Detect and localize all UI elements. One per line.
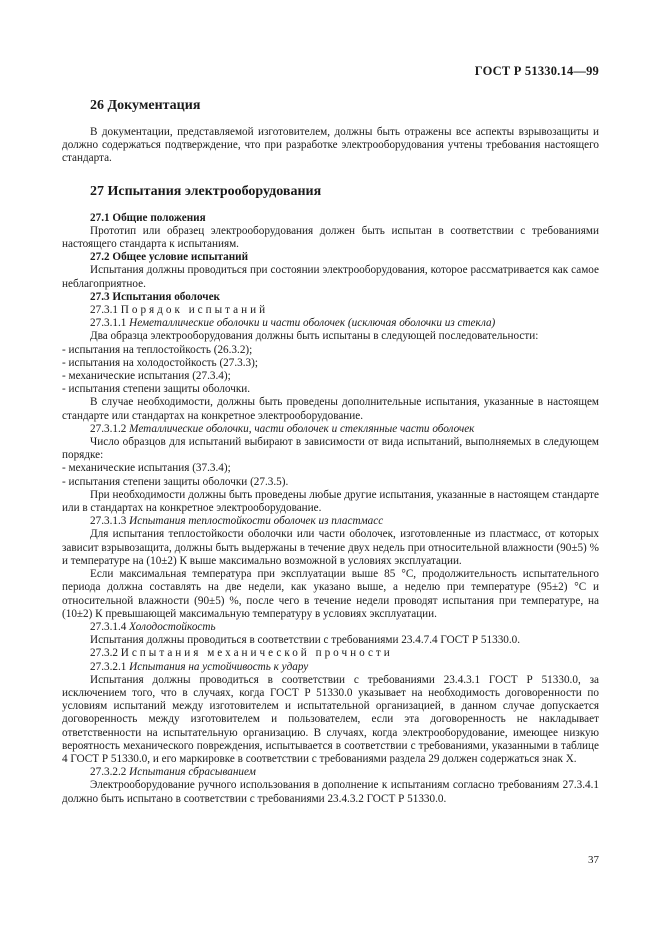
clause-number: 27.3.1.1 [90,317,127,330]
clause-27-3-2-2-text: Электрооборудование ручного использования в дополнение к испытаниям согласно требованиям 27.3.4.1 должно быть испытано в соответствии с требованиями 23.4.3.2 ГОСТ Р 51330.0. [62,779,599,805]
clause-27-3-1-3-p1: Для испытания теплостойкости оболочки или части оболочек, изготовленные из пластмасс, от которых зависит взрывозащита, должны быть выдержаны в течение двух недель при относительной влажности (90±5) % и температуре на (10±2) К выше максимально возможной в условиях эксплуатации. [62,528,599,567]
clause-number: 27.3.1.3 [90,515,127,528]
subsection-27-3-title: 27.3 Испытания оболочек [90,290,220,303]
clause-title: Испытания теплостойкости оболочек из пластмасс [129,515,384,528]
clause-title: Испытания на устойчивость к удару [129,660,309,673]
clause-27-3-1-1 [62,317,599,330]
clause-27-3-1-1-intro: Два образца электрооборудования должны быть испытаны в следующей последовательности: [90,330,539,343]
clause-27-3-1 [62,304,599,317]
clause-27-3-1-2-after: При необходимости должны быть проведены любые другие испытания, указанные в настоящем стандарте или в стандартах на конкретное электрооборудование. [62,488,599,515]
document-body [62,94,599,806]
section-27-title: 27 Испытания электрооборудования [90,183,322,199]
list-item: - механические испытания (27.3.4); [62,370,231,383]
list-item: - испытания степени защиты оболочки. [62,383,251,396]
clause-number: 27.3.2.1 [90,660,127,673]
clause-27-3-1-4 [62,621,599,634]
list-item: - испытания на холодостойкость (27.3.3); [62,356,258,369]
clause-number: 27.3.1.4 [90,620,127,633]
list-item: - механические испытания (37.3.4); [62,462,231,475]
clause-title: Порядок испытаний [120,304,269,317]
clause-title: Металлические оболочки, части оболочек и стеклянные части оболочек [129,422,475,435]
clause-title: Испытания сбрасыванием [129,766,256,779]
subsection-27-1-text: Прототип или образец электрооборудования должен быть испытан в соответствии с требованиями настоящего стандарта к испытаниям. [62,224,599,251]
clause-27-3-2-1 [62,661,599,674]
clause-number: 27.3.1 [90,304,118,317]
clause-27-3-1-1-after: В случае необходимости, должны быть проведены дополнительные испытания, указанные в настоящем стандарте или стандартах на конкретное электрооборудование. [62,396,599,422]
subsection-27-2-title: 27.2 Общее условие испытаний [90,251,249,264]
clause-number: 27.3.2 [90,647,118,660]
clause-27-3-1-2 [62,423,599,436]
clause-title: Неметаллические оболочки и части оболочек (исключая оболочки из стекла) [129,317,496,330]
clause-27-3-1-2-intro: Число образцов для испытаний выбирают в зависимости от вида испытаний, выполняемых в следующем порядке: [62,436,599,462]
subsection-27-2-text: Испытания должны проводиться при состоянии электрооборудования, которое рассматривается как самое неблагоприятное. [62,264,599,290]
list-item: - испытания степени защиты оболочки (27.3.5). [62,475,289,488]
clause-27-3-2-1-text: Испытания должны проводиться в соответствии с требованиями 23.4.3.1 ГОСТ Р 51330.0, за исключением того, что в случаях, когда ГОСТ Р 51330.0 указывает на необходимость договоренности по условиям испытаний между изготовителем и испытательной организацией, в данном случае допускается договоренность между изготовителем и пользователем, если эта договоренность не накладывает ответственности на испытательную организацию. В случаях, когда электрооборудование, имеющее низкую вероятность механического повреждения, испытывается в соответствии с требованиями, указанными в таблице 4 ГОСТ Р 51330.0, и его маркировке в соответствии с требованиями раздела 29 должен содержаться знак X. [62,673,599,765]
clause-27-3-1-4-text: Испытания должны проводиться в соответствии с требованиями 23.4.7.4 ГОСТ Р 51330.0. [90,634,521,647]
page-number: 37 [588,854,599,866]
clause-number: 27.3.2.2 [90,766,127,779]
clause-title: Холодостойкость [129,620,216,633]
section-26-title: 26 Документация [90,98,201,113]
clause-27-3-2 [62,647,599,660]
clause-27-3-1-3 [62,515,599,528]
clause-27-3-2-2 [62,766,599,779]
list-item: - испытания на теплостойкость (26.3.2); [62,343,253,356]
clause-27-3-1-2-list [62,462,599,488]
section-26-paragraph: В документации, представляемой изготовителем, должны быть отражены все аспекты взрывозащиты и должно содержаться подтверждение, что при разработке электрооборудования учтены требования настоящего стандарта. [62,126,599,165]
clause-number: 27.3.1.2 [90,422,127,435]
clause-27-3-1-1-list [62,344,599,397]
clause-title: Испытания механической прочности [120,647,393,660]
clause-27-3-1-3-p2: Если максимальная температура при эксплуатации выше 85 °С, продолжительность испытательного периода должна составлять на две недели, как указано выше, а неделю при температуре (95±2) °С и относительной влажности (90±5) %, после чего в течение недели проводят испытания при температуре, на (10±2) К превышающей максимальную температуру в условиях эксплуатации. [62,568,599,620]
standard-header: ГОСТ Р 51330.14—99 [474,64,599,78]
subsection-27-1-title: 27.1 Общие положения [90,211,206,224]
